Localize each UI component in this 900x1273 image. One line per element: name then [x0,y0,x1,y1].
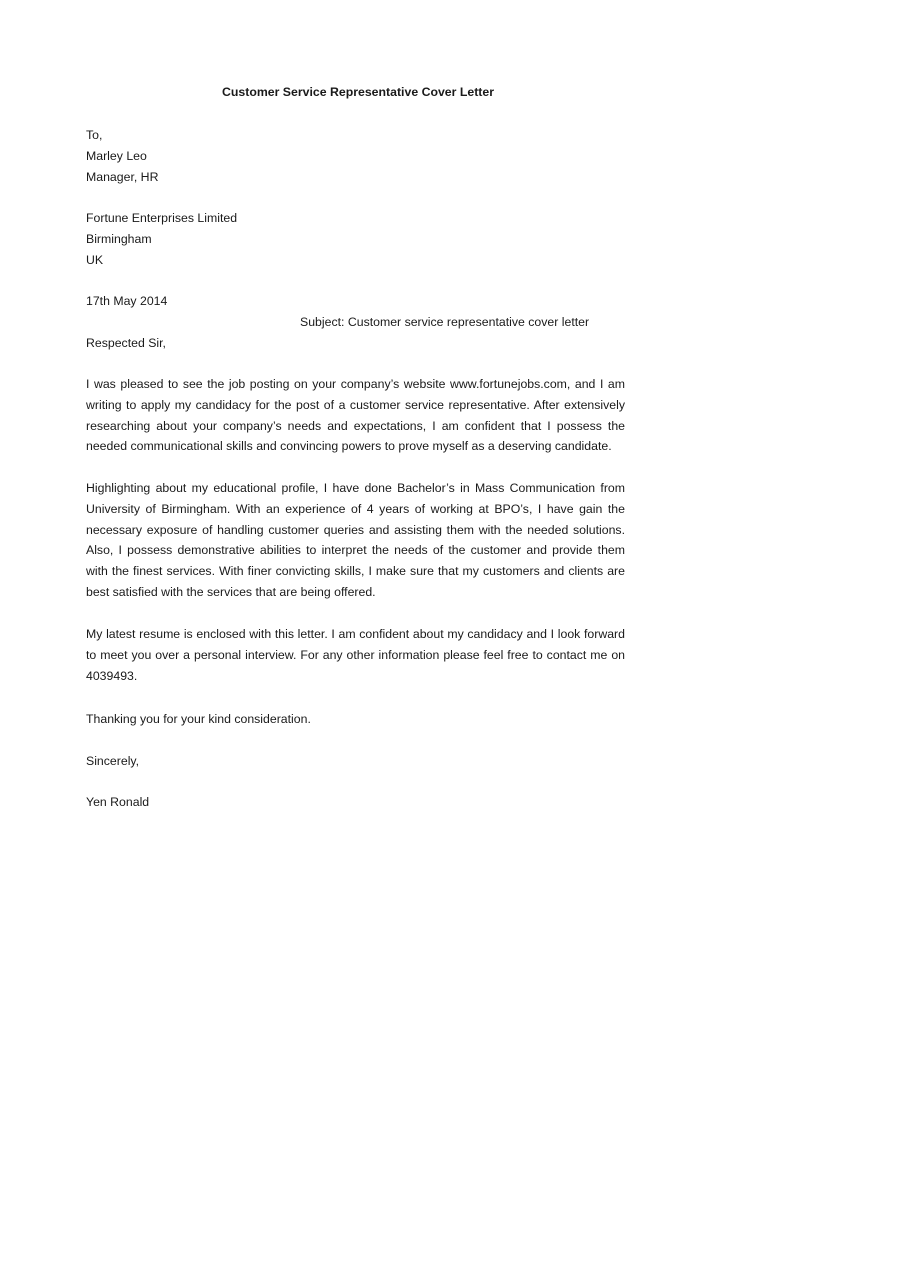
address-company: Fortune Enterprises Limited [86,211,238,225]
recipient-name: Marley Leo [86,149,147,163]
recipient-position: Manager, HR [86,170,159,184]
thanks-line: Thanking you for your kind consideration. [86,712,311,726]
letter-subject: Subject: Customer service representative cover letter [300,315,590,329]
address-city: Birmingham [86,232,152,246]
address-country: UK [86,253,104,267]
recipient-to: To, [86,128,103,142]
signature: Yen Ronald [86,795,150,809]
body-paragraph-3: My latest resume is enclosed with this letter. I am confident about my candidacy and I look forward to meet you over a personal interview. For any other information please feel free to contact me on 4039493. [86,627,625,683]
letter-greeting: Respected Sir, [86,336,166,350]
letter-date: 17th May 2014 [86,294,168,308]
closing-line: Sincerely, [86,754,140,768]
document-title: Customer Service Representative Cover Letter [222,85,495,99]
body-paragraph-2: Highlighting about my educational profile, I have done Bachelor’s in Mass Communication from University of Birmingham. With an experience of 4 years of working at BPO’s, I have gain the necessary exposure of handling customer queries and assisting them with the needed solutions. Also, I possess demonstrative abilities to interpret the needs of the customer and provide them with the finest services. With finer convicting skills, I make sure that my customers and clients are best satisfied with the services that are being offered. [86,481,625,599]
body-paragraph-1: I was pleased to see the job posting on your company’s website www.fortunejobs.com, and I am writing to apply my candidacy for the post of a customer service representative. After extensively researching about your company’s needs and expectations, I am confident that I possess the needed communicational skills and convincing powers to prove myself as a deserving candidate. [86,377,625,454]
